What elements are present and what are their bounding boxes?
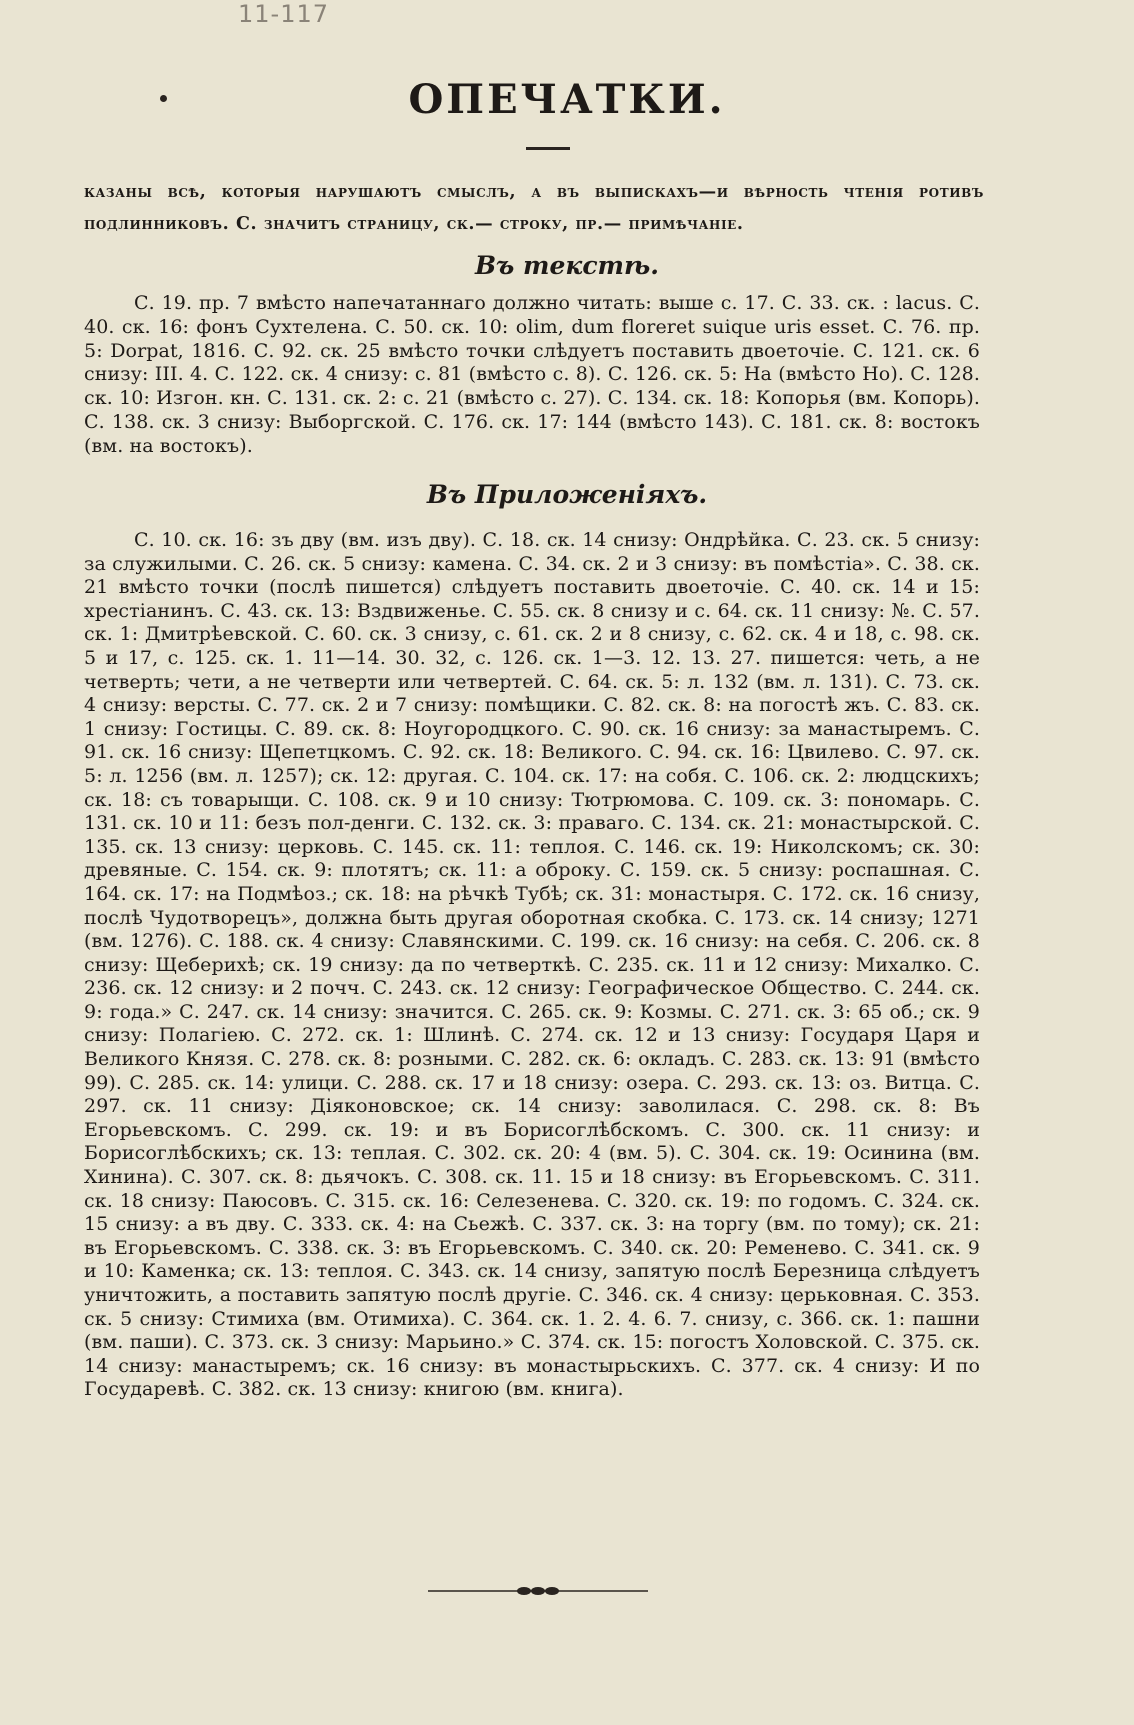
- section-body-text: С. 19. пр. 7 вмѣсто напечатаннаго должно читать: выше с. 17. С. 33. ск. : lacus. С. 40. ск. 16: фонъ Сухтелена. С. 50. ск. 10: olim, dum floreret suique uris esset. С. 76. пр. 5: Dorpat, 1816. С. 92. ск. 25 вмѣсто точки слѣдуетъ поставить двоеточіе. С. 121. ск. 6 снизу: III. 4. С. 122. ск. 4 снизу: с. 81 (вмѣсто с. 8). С. 126. ск. 5: На (вмѣсто Но). С. 128. ск. 10: Изгон. кн. С. 131. ск. 2: с. 21 (вмѣсто с. 27). С. 134. ск. 18: Копорья (вм. Копорь). С. 138. ск. 3 снизу: Выборгской. С. 176. ск. 17: 144 (вмѣсто 143). С. 181. ск. 8: востокъ (вм. на востокъ).: [84, 292, 980, 457]
- ornament-divider: [428, 1583, 648, 1599]
- handwritten-mark: 11-117: [238, 0, 330, 28]
- section-body-appendix: С. 10. ск. 16: зъ дву (вм. изъ дву). С. 18. ск. 14 снизу: Ондрѣйка. С. 23. ск. 5 снизу: за служилыми. С. 26. ск. 5 снизу: камена. С. 34. ск. 2 и 3 снизу: въ помѣстіа». С. 38. ск. 21 вмѣсто точки (послѣ пишется) слѣдуетъ поставить двоеточіе. С. 40. ск. 14 и 15: хрестіанинъ. С. 43. ск. 13: Вздвиженье. С. 55. ск. 8 снизу и с. 64. ск. 11 снизу: №. С. 57. ск. 1: Дмитрѣевской. С. 60. ск. 3 снизу, с. 61. ск. 2 и 8 снизу, с. 62. ск. 4 и 18, с. 98. ск. 5 и 17, с. 125. ск. 1. 11—14. 30. 32, с. 126. ск. 1—3. 12. 13. 27. пишется: четь, а не четверть; чети, а не четверти или четвертей. С. 64. ск. 5: л. 132 (вм. л. 131). С. 73. ск. 4 снизу: версты. С. 77. ск. 2 и 7 снизу: помѣщики. С. 82. ск. 8: на погостѣ жъ. С. 83. ск. 1 снизу: Гостицы. С. 89. ск. 8: Ноугородцкого. С. 90. ск. 16 снизу: за манастыремъ. С. 91. ск. 16 снизу: Щепетцкомъ. С. 92. ск. 18: Великого. С. 94. ск. 16: Цвилево. С. 97. ск. 5: л. 1256 (вм. л. 1257); ск. 12: другая. С. 104. ск. 17: на собя. С. 106. ск. 2: людцскихъ; ск. 18: съ товарыщи. С. 108. ск. 9 и 10 снизу: Тютрюмова. С. 109. ск. 3: пономарь. С. 131. ск. 10 и 11: безъ пол-денги. С. 132. ск. 3: праваго. С. 134. ск. 21: монастырской. С. 135. ск. 13 снизу: церковь. С. 145. ск. 11: теплоя. С. 146. ск. 19: Николскомъ; ск. 30: древяные. С. 154. ск. 9: плотятъ; ск. 11: а оброку. С. 159. ск. 5 снизу: роспашная. С. 164. ск. 17: на Подмѣоз.; ск. 18: на рѣчкѣ Тубѣ; ск. 31: монастыря. С. 172. ск. 16 снизу, послѣ Чудотворецъ», должна быть другая оборотная скобка. С. 173. ск. 14 снизу; 1271 (вм. 1276). С. 188. ск. 4 снизу: Славянскими. С. 199. ск. 16 снизу: на себя. С. 206. ск. 8 снизу: Щеберихѣ; ск. 19 снизу: да по четверткѣ. С. 235. ск. 11 и 12 снизу: Михалко. С. 236. ск. 12 снизу: и 2 почч. С. 243. ск. 12 снизу: Географическое Общество. С. 244. ск. 9: года.» С. 247. ск. 14 снизу: значится. С. 265. ск. 9: Козмы. С. 271. ск. 3: 65 об.; ск. 9 снизу: Полагіею. С. 272. ск. 1: Шлинѣ. С. 274. ск. 12 и 13 снизу: Государя Царя и Великого Князя. С. 278. ск. 8: розными. С. 282. ск. 6: окладъ. С. 283. ск. 13: 91 (вмѣсто 99). С. 285. ск. 14: улици. С. 288. ск. 17 и 18 снизу: озера. С. 293. ск. 13: оз. Витца. С. 297. ск. 11 снизу: Діяконовское; ск. 14 снизу: заволилася. С. 298. ск. 8: Въ Егорьевскомъ. С. 299. ск. 19: и въ Борисоглѣбскомъ. С. 300. ск. 11 снизу: и Борисоглѣбскихъ; ск. 13: теплая. С. 302. ск. 20: 4 (вм. 5). С. 304. ск. 19: Осинина (вм. Хинина). С. 307. ск. 8: дьячокъ. С. 308. ск. 11. 15 и 18 снизу: въ Егорьевскомъ. С. 311. ск. 18 снизу: Паюсовъ. С. 315. ск. 16: Селезенева. С. 320. ск. 19: по годомъ. С. 324. ск. 15 снизу: а въ дву. С. 333. ск. 4: на Сьежѣ. С. 337. ск. 3: на торгу (вм. по тому); ск. 21: въ Егорьевскомъ. С. 338. ск. 3: въ Егорьевскомъ. С. 340. ск. 20: Ременево. С. 341. ск. 9 и 10: Каменка; ск. 13: теплоя. С. 343. ск. 14 снизу, запятую послѣ Березница слѣдуетъ уничтожить, а поставить запятую послѣ другіе. С. 346. ск. 4 снизу: церьковная. С. 353. ск. 5 снизу: Стимиха (вм. Отимиха). С. 364. ск. 1. 2. 4. 6. 7. снизу, с. 366. ск. 1: пашни (вм. паши). С. 373. ск. 3 снизу: Марьино.» С. 374. ск. 15: погостъ Холовской. С. 375. ск. 14 снизу: манастыремъ; ск. 16 снизу: въ монастырьскихъ. С. 377. ск. 4 снизу: И по Государевѣ. С. 382. ск. 13 снизу: книгою (вм. книга).: [84, 529, 980, 1401]
- section-heading-appendix: Въ Приложеніяхъ.: [426, 480, 708, 509]
- title-divider: [526, 147, 570, 150]
- page-title: ОПЕЧАТКИ.: [408, 76, 726, 123]
- section-heading-text: Въ текстѣ.: [475, 251, 659, 280]
- intro-text: казаны всѣ, которыя нарушаютъ смыслъ, а въ выпискахъ—и вѣрность чтенія ротивъ подлинниковъ. С. значитъ страницу, ск.— строку, пр.— примѣчаніе.: [84, 182, 984, 234]
